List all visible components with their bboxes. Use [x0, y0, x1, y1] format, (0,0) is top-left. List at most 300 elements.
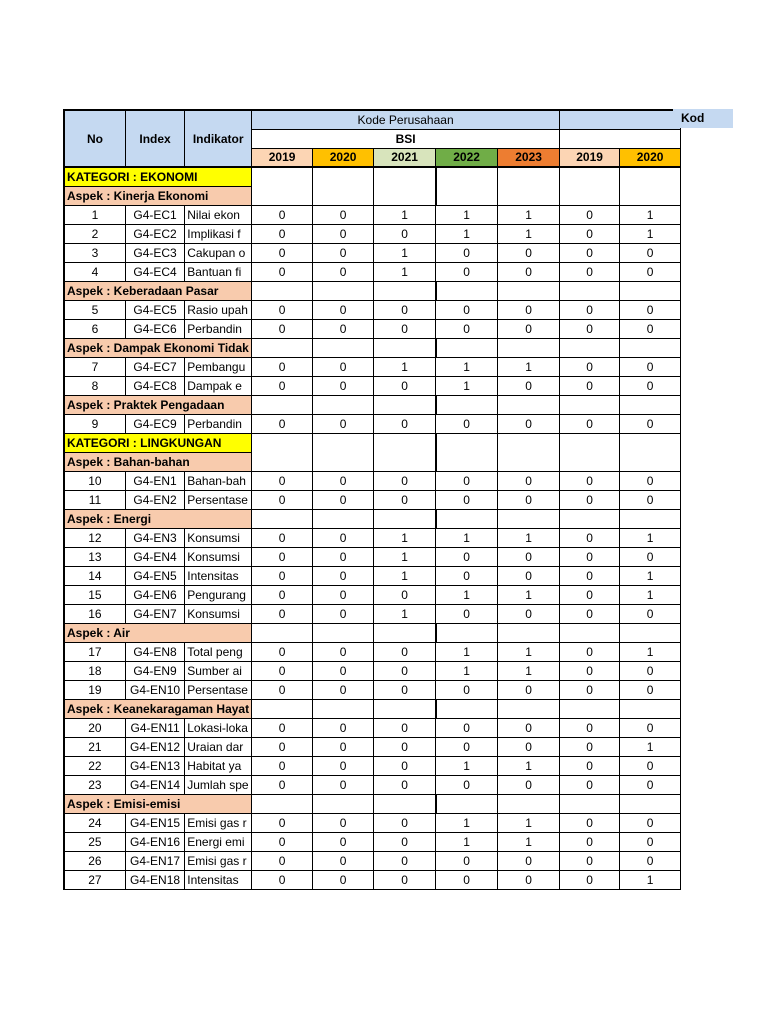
empty-cell: [436, 167, 498, 186]
empty-cell: [498, 623, 560, 642]
value-cell: 1: [620, 642, 681, 661]
value-cell: 0: [252, 205, 313, 224]
value-cell: 0: [252, 547, 313, 566]
empty-cell: [560, 794, 620, 813]
index-cell: G4-EC8: [125, 376, 184, 395]
empty-cell: [252, 395, 313, 414]
value-cell: 1: [436, 205, 498, 224]
empty-cell: [620, 338, 681, 357]
no-cell: 9: [64, 414, 125, 433]
value-cell: 0: [560, 604, 620, 623]
table-row: [64, 471, 681, 490]
year-header-2022: 2022: [436, 148, 498, 167]
value-cell: 0: [560, 813, 620, 832]
value-cell: 0: [374, 718, 436, 737]
indikator-cell: Perbandin: [185, 414, 252, 433]
aspek-row: [64, 186, 681, 205]
value-cell: 0: [252, 319, 313, 338]
empty-cell: [313, 338, 374, 357]
table-row: [64, 870, 681, 889]
table-row: [64, 813, 681, 832]
table-row: [64, 661, 681, 680]
value-cell: 1: [374, 262, 436, 281]
empty-cell: [560, 281, 620, 300]
value-cell: 0: [498, 414, 560, 433]
empty-cell: [498, 338, 560, 357]
value-cell: 0: [560, 585, 620, 604]
value-cell: 0: [313, 566, 374, 585]
aspek-label: Aspek : Emisi-emisi: [64, 794, 252, 813]
value-cell: 0: [620, 775, 681, 794]
value-cell: 0: [252, 414, 313, 433]
value-cell: 0: [374, 224, 436, 243]
value-cell: 0: [252, 813, 313, 832]
empty-cell: [252, 794, 313, 813]
empty-cell: [374, 186, 436, 205]
value-cell: 0: [252, 642, 313, 661]
index-cell: G4-EC7: [125, 357, 184, 376]
no-cell: 12: [64, 528, 125, 547]
value-cell: 0: [620, 813, 681, 832]
no-cell: 16: [64, 604, 125, 623]
index-cell: G4-EN13: [125, 756, 184, 775]
value-cell: 0: [252, 775, 313, 794]
value-cell: 0: [252, 224, 313, 243]
no-header: No: [64, 110, 125, 167]
year-header-2020: 2020: [620, 148, 681, 167]
value-cell: 1: [374, 547, 436, 566]
value-cell: 0: [560, 224, 620, 243]
empty-cell: [374, 433, 436, 452]
index-cell: G4-EN15: [125, 813, 184, 832]
empty-cell: [620, 281, 681, 300]
indikator-cell: Konsumsi: [185, 528, 252, 547]
no-cell: 5: [64, 300, 125, 319]
value-cell: 1: [436, 376, 498, 395]
value-cell: 0: [620, 319, 681, 338]
value-cell: 1: [436, 642, 498, 661]
value-cell: 0: [252, 300, 313, 319]
value-cell: 0: [620, 490, 681, 509]
value-cell: 0: [313, 490, 374, 509]
table-row: [64, 756, 681, 775]
empty-cell: [436, 452, 498, 471]
value-cell: 0: [252, 870, 313, 889]
value-cell: 0: [374, 851, 436, 870]
value-cell: 0: [374, 376, 436, 395]
index-cell: G4-EC3: [125, 243, 184, 262]
table-row: [64, 566, 681, 585]
empty-cell: [436, 433, 498, 452]
value-cell: 0: [374, 756, 436, 775]
value-cell: 1: [498, 205, 560, 224]
value-cell: 0: [313, 680, 374, 699]
value-cell: 0: [252, 604, 313, 623]
year-header-2019: 2019: [560, 148, 620, 167]
value-cell: 0: [313, 414, 374, 433]
value-cell: 0: [252, 376, 313, 395]
table-row: [64, 851, 681, 870]
table-row: [64, 376, 681, 395]
value-cell: 1: [374, 604, 436, 623]
aspek-row: [64, 338, 681, 357]
value-cell: 0: [620, 851, 681, 870]
empty-cell: [620, 794, 681, 813]
value-cell: 0: [374, 832, 436, 851]
indikator-cell: Persentase: [185, 680, 252, 699]
empty-cell: [252, 623, 313, 642]
empty-cell: [436, 281, 498, 300]
aspek-label: Aspek : Kinerja Ekonomi: [64, 186, 252, 205]
table-row: [64, 414, 681, 433]
value-cell: 0: [313, 737, 374, 756]
value-cell: 0: [560, 243, 620, 262]
value-cell: 0: [313, 832, 374, 851]
empty-cell: [620, 509, 681, 528]
value-cell: 1: [498, 357, 560, 376]
value-cell: 0: [313, 604, 374, 623]
no-cell: 27: [64, 870, 125, 889]
empty-cell: [498, 699, 560, 718]
value-cell: 0: [313, 205, 374, 224]
no-cell: 19: [64, 680, 125, 699]
indikator-cell: Persentase: [185, 490, 252, 509]
empty-cell: [498, 452, 560, 471]
value-cell: 0: [252, 243, 313, 262]
table-row: [64, 490, 681, 509]
index-cell: G4-EN6: [125, 585, 184, 604]
empty-cell: [620, 395, 681, 414]
index-cell: G4-EN17: [125, 851, 184, 870]
value-cell: 1: [436, 756, 498, 775]
value-cell: 0: [252, 756, 313, 775]
value-cell: 0: [313, 262, 374, 281]
value-cell: 1: [374, 243, 436, 262]
empty-cell: [620, 186, 681, 205]
empty-cell: [252, 167, 313, 186]
kode-perusahaan-header: Kode Perusahaan: [252, 110, 560, 129]
no-cell: 18: [64, 661, 125, 680]
value-cell: 0: [313, 547, 374, 566]
value-cell: 1: [498, 832, 560, 851]
empty-cell: [313, 623, 374, 642]
value-cell: 0: [498, 490, 560, 509]
value-cell: 0: [560, 205, 620, 224]
indikator-cell: Implikasi f: [185, 224, 252, 243]
value-cell: 0: [498, 471, 560, 490]
value-cell: 1: [620, 870, 681, 889]
value-cell: 0: [313, 661, 374, 680]
empty-cell: [252, 186, 313, 205]
empty-cell: [313, 433, 374, 452]
value-cell: 0: [313, 642, 374, 661]
aspek-label: Aspek : Energi: [64, 509, 252, 528]
table-row: [64, 262, 681, 281]
value-cell: 0: [252, 832, 313, 851]
table-row: [64, 547, 681, 566]
index-header: Index: [125, 110, 184, 167]
aspek-label: Aspek : Bahan-bahan: [64, 452, 252, 471]
value-cell: 1: [498, 224, 560, 243]
no-cell: 22: [64, 756, 125, 775]
value-cell: 0: [560, 547, 620, 566]
value-cell: 1: [436, 661, 498, 680]
empty-cell: [560, 395, 620, 414]
value-cell: 0: [560, 490, 620, 509]
no-cell: 24: [64, 813, 125, 832]
value-cell: 0: [436, 319, 498, 338]
empty-cell: [252, 509, 313, 528]
value-cell: 0: [374, 471, 436, 490]
index-cell: G4-EN9: [125, 661, 184, 680]
empty-cell: [313, 452, 374, 471]
empty-cell: [560, 338, 620, 357]
indikator-cell: Intensitas: [185, 870, 252, 889]
empty-cell: [374, 338, 436, 357]
no-cell: 21: [64, 737, 125, 756]
value-cell: 0: [252, 585, 313, 604]
value-cell: 0: [313, 319, 374, 338]
value-cell: 0: [374, 319, 436, 338]
table-row: [64, 224, 681, 243]
value-cell: 0: [252, 661, 313, 680]
value-cell: 0: [252, 262, 313, 281]
empty-cell: [374, 167, 436, 186]
empty-cell: [498, 794, 560, 813]
index-cell: G4-EN12: [125, 737, 184, 756]
no-cell: 17: [64, 642, 125, 661]
value-cell: 1: [436, 224, 498, 243]
value-cell: 0: [436, 566, 498, 585]
empty-cell: [374, 395, 436, 414]
indikator-cell: Pengurang: [185, 585, 252, 604]
empty-cell: [620, 433, 681, 452]
no-cell: 10: [64, 471, 125, 490]
aspek-row: [64, 281, 681, 300]
value-cell: 0: [374, 585, 436, 604]
year-header-2019: 2019: [252, 148, 313, 167]
value-cell: 0: [498, 566, 560, 585]
year-header-2020: 2020: [313, 148, 374, 167]
aspek-label: Aspek : Keberadaan Pasar: [64, 281, 252, 300]
value-cell: 0: [374, 661, 436, 680]
empty-cell: [498, 433, 560, 452]
value-cell: 0: [252, 737, 313, 756]
value-cell: 0: [560, 642, 620, 661]
value-cell: 1: [498, 585, 560, 604]
value-cell: 1: [498, 756, 560, 775]
value-cell: 1: [620, 585, 681, 604]
value-cell: 0: [498, 737, 560, 756]
aspek-row: [64, 623, 681, 642]
value-cell: 0: [374, 775, 436, 794]
value-cell: 0: [252, 528, 313, 547]
value-cell: 0: [436, 547, 498, 566]
value-cell: 0: [436, 851, 498, 870]
value-cell: 1: [620, 528, 681, 547]
empty-cell: [560, 452, 620, 471]
empty-cell: [252, 281, 313, 300]
no-cell: 4: [64, 262, 125, 281]
table-row: [64, 737, 681, 756]
no-cell: 14: [64, 566, 125, 585]
value-cell: 0: [560, 528, 620, 547]
value-cell: 0: [436, 490, 498, 509]
value-cell: 0: [313, 357, 374, 376]
indikator-cell: Intensitas: [185, 566, 252, 585]
empty-cell: [436, 623, 498, 642]
aspek-row: [64, 395, 681, 414]
value-cell: 0: [620, 376, 681, 395]
value-cell: 0: [620, 604, 681, 623]
empty-cell: [436, 794, 498, 813]
index-cell: G4-EN16: [125, 832, 184, 851]
value-cell: 0: [620, 243, 681, 262]
value-cell: 0: [498, 300, 560, 319]
value-cell: 0: [313, 870, 374, 889]
value-cell: 0: [374, 414, 436, 433]
aspek-row: [64, 452, 681, 471]
value-cell: 0: [436, 471, 498, 490]
index-cell: G4-EN2: [125, 490, 184, 509]
empty-cell: [436, 509, 498, 528]
value-cell: 0: [560, 566, 620, 585]
table-row: [64, 300, 681, 319]
indikator-cell: Emisi gas r: [185, 813, 252, 832]
value-cell: 1: [498, 813, 560, 832]
empty-cell: [436, 338, 498, 357]
value-cell: 0: [560, 319, 620, 338]
value-cell: 0: [560, 357, 620, 376]
no-cell: 13: [64, 547, 125, 566]
table-row: [64, 357, 681, 376]
value-cell: 0: [560, 756, 620, 775]
index-cell: G4-EN3: [125, 528, 184, 547]
index-cell: G4-EN18: [125, 870, 184, 889]
empty-cell: [313, 186, 374, 205]
empty-cell: [498, 509, 560, 528]
empty-cell: [313, 281, 374, 300]
table-row: [64, 243, 681, 262]
no-cell: 8: [64, 376, 125, 395]
value-cell: 0: [560, 414, 620, 433]
value-cell: 0: [498, 870, 560, 889]
kategori-label: KATEGORI : LINGKUNGAN: [64, 433, 252, 452]
empty-cell: [252, 433, 313, 452]
value-cell: 1: [374, 528, 436, 547]
empty-cell: [313, 699, 374, 718]
table-row: [64, 832, 681, 851]
value-cell: 0: [313, 224, 374, 243]
value-cell: 0: [560, 661, 620, 680]
value-cell: 0: [436, 414, 498, 433]
value-cell: 0: [313, 376, 374, 395]
value-cell: 1: [620, 205, 681, 224]
company-label-2: [560, 129, 681, 148]
no-cell: 11: [64, 490, 125, 509]
value-cell: 0: [620, 547, 681, 566]
no-cell: 7: [64, 357, 125, 376]
empty-cell: [374, 623, 436, 642]
value-cell: 0: [313, 243, 374, 262]
value-cell: 0: [498, 243, 560, 262]
value-cell: 0: [498, 604, 560, 623]
value-cell: 0: [436, 680, 498, 699]
empty-cell: [313, 167, 374, 186]
value-cell: 0: [436, 737, 498, 756]
indikator-cell: Perbandin: [185, 319, 252, 338]
kategori-row: [64, 433, 681, 452]
no-cell: 15: [64, 585, 125, 604]
empty-cell: [560, 509, 620, 528]
table-row: [64, 680, 681, 699]
empty-cell: [374, 452, 436, 471]
value-cell: 0: [620, 262, 681, 281]
aspek-label: Aspek : Keanekaragaman Hayat: [64, 699, 252, 718]
no-cell: 1: [64, 205, 125, 224]
empty-cell: [313, 509, 374, 528]
value-cell: 0: [498, 376, 560, 395]
value-cell: 1: [498, 528, 560, 547]
index-cell: G4-EN10: [125, 680, 184, 699]
value-cell: 0: [313, 851, 374, 870]
value-cell: 1: [498, 642, 560, 661]
aspek-label: Aspek : Air: [64, 623, 252, 642]
value-cell: 0: [374, 490, 436, 509]
value-cell: 0: [560, 471, 620, 490]
value-cell: 0: [313, 756, 374, 775]
empty-cell: [560, 433, 620, 452]
indikator-cell: Cakupan o: [185, 243, 252, 262]
value-cell: 0: [560, 832, 620, 851]
empty-cell: [498, 186, 560, 205]
value-cell: 1: [374, 357, 436, 376]
indikator-cell: Bahan-bah: [185, 471, 252, 490]
index-cell: G4-EC9: [125, 414, 184, 433]
indikator-cell: Lokasi-loka: [185, 718, 252, 737]
index-cell: G4-EC1: [125, 205, 184, 224]
value-cell: 0: [374, 870, 436, 889]
empty-cell: [560, 186, 620, 205]
index-cell: G4-EC5: [125, 300, 184, 319]
value-cell: 0: [620, 832, 681, 851]
value-cell: 1: [436, 528, 498, 547]
value-cell: 0: [436, 775, 498, 794]
kode-perusahaan-header-2: [560, 110, 681, 129]
table-row: [64, 205, 681, 224]
value-cell: 0: [560, 718, 620, 737]
value-cell: 0: [252, 851, 313, 870]
value-cell: 0: [374, 680, 436, 699]
value-cell: 1: [620, 224, 681, 243]
value-cell: 0: [620, 414, 681, 433]
value-cell: 0: [313, 718, 374, 737]
value-cell: 0: [560, 262, 620, 281]
table-row: [64, 585, 681, 604]
indikator-cell: Dampak e: [185, 376, 252, 395]
empty-cell: [498, 167, 560, 186]
no-cell: 3: [64, 243, 125, 262]
kategori-row: [64, 167, 681, 186]
indicator-table: [63, 109, 681, 890]
index-cell: G4-EN8: [125, 642, 184, 661]
empty-cell: [436, 186, 498, 205]
kode-perusahaan-header-partial: Kod: [673, 109, 733, 128]
value-cell: 1: [374, 205, 436, 224]
value-cell: 0: [498, 851, 560, 870]
no-cell: 6: [64, 319, 125, 338]
indikator-cell: Jumlah spe: [185, 775, 252, 794]
